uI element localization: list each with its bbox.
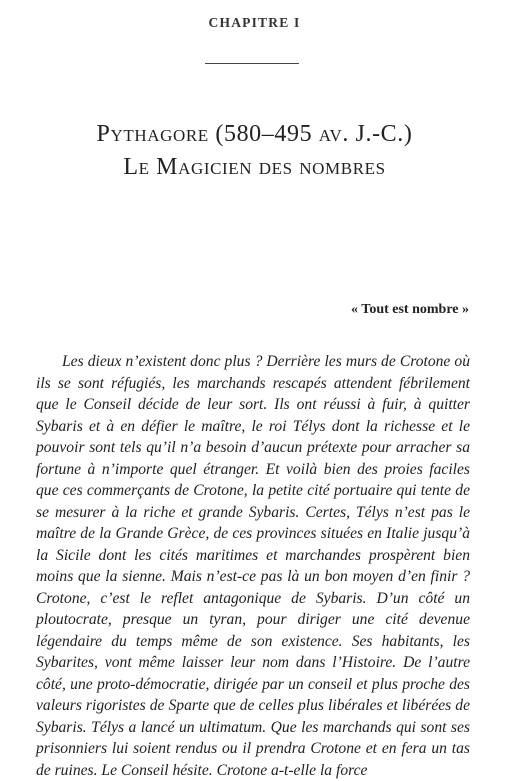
chapter-title	[0, 118, 509, 184]
chapter-title-line-1: Pythagore (580–495 av. J.-C.)	[96, 121, 413, 147]
epigraph: « Tout est nombre »	[351, 302, 469, 317]
body-paragraph: Les dieux n’existent donc plus ? Derrière les murs de Crotone où ils se sont réfugiés, les marchands rescapés attendent fébrilement que le Conseil décide de leur sort. Ils ont réussi à fuir, à quitter Sybaris et à en défier le maître, le roi Télys dont la richesse et le pouvoir sont tels qu’il n’a besoin d’aucun prétexte pour arracher sa fortune à n’importe quel étranger. Et voilà bien des proies faciles que ces commerçants de Crotone, la petite cité portuaire qui tente de se mesurer à la riche et grande Sybaris. Certes, Télys n’est pas le maître de la Grande Grèce, de ces provinces situées en Italie jusqu’à la Sicile dont les cités maritimes et marchandes prospèrent bien moins que la sienne. Mais n’est-ce pas là un bon moyen d’en finir ? Crotone, c’est le reflet antagonique de Sybaris. D’un côté un ploutocrate, presque un tyran, pour diriger une cité devenue légendaire du temps même de son existence. Ses habitants, les Sybarites, vont même laisser leur nom dans l’Histoire. De l’autre côté, une proto-démocratie, dirigée par un conseil et plus proche des valeurs rigoristes de Sparte que de celles plus libérales et libérées de Sybaris. Télys a lancé un ultimatum. Que les marchands qui sont ses prisonniers lui soient rendus ou il prendra Crotone et en fera un tas de ruines. Le Conseil hésite. Crotone a-t-elle la force	[36, 353, 470, 779]
chapter-divider	[205, 63, 299, 64]
chapter-title-line-2: Le Magicien des nombres	[123, 154, 386, 180]
chapter-label: CHAPITRE I	[208, 15, 301, 30]
